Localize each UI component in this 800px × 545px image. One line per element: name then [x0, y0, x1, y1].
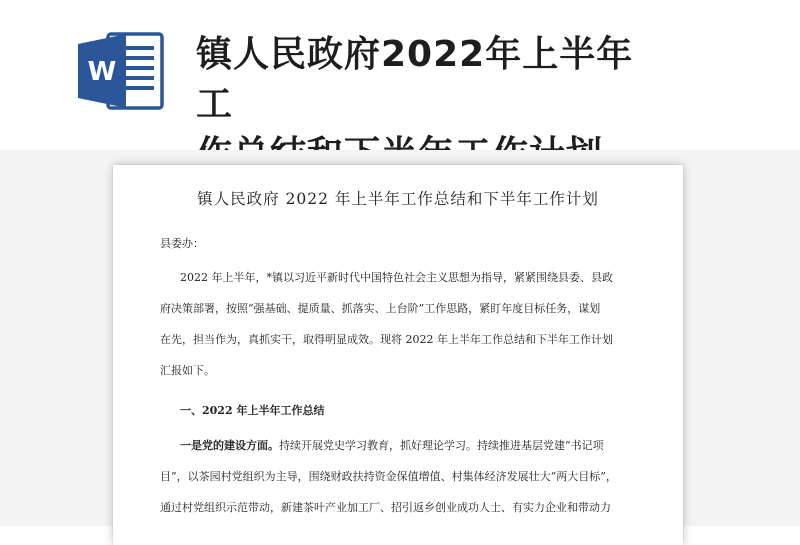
word-icon-letter: W: [87, 57, 117, 87]
paragraph-2-line-1: [180, 437, 670, 453]
section-heading: 一、2022 年上半年工作总结: [180, 404, 325, 417]
paragraph-2-line-3: 通过村党组织示范带动，新建茶叶产业加工厂、招引返乡创业成功人士、有实力企业和带动力: [160, 501, 611, 514]
header-title-line-1: 镇人民政府2022年上半年工: [196, 34, 634, 125]
paragraph-2-line-2: 目”，以茶园村党组织为主导，围绕财政扶持资金保值增值、村集体经济发展壮大“两大目标”，: [160, 470, 617, 483]
paragraph-1-line-4: 汇报如下。: [160, 364, 215, 377]
document-title: 镇人民政府 2022 年上半年工作总结和下半年工作计划: [197, 190, 599, 208]
paragraph-2-bold-lead: 一是党的建设方面。: [180, 439, 279, 452]
paragraph-1-line-3: 在先，担当作为，真抓实干，取得明显成效。现将 2022 年上半年工作总结和下半年工作计划: [160, 333, 613, 346]
paragraph-1-line-1: 2022 年上半年，*镇以习近平新时代中国特色社会主义思想为指导，紧紧围绕县委、县政: [180, 271, 613, 284]
word-document-icon: [74, 30, 166, 112]
paragraph-1-line-2: 府决策部署，按照“强基础、提质量、抓落实、上台阶”工作思路，紧盯年度目标任务，谋划: [160, 302, 601, 315]
document-page: [113, 165, 683, 545]
paragraph-2-line-1-text: 持续开展党史学习教育，抓好理论学习。持续推进基层党建“书记项: [279, 439, 604, 452]
header-banner: [0, 0, 800, 150]
salutation: 县委办：: [160, 237, 204, 250]
